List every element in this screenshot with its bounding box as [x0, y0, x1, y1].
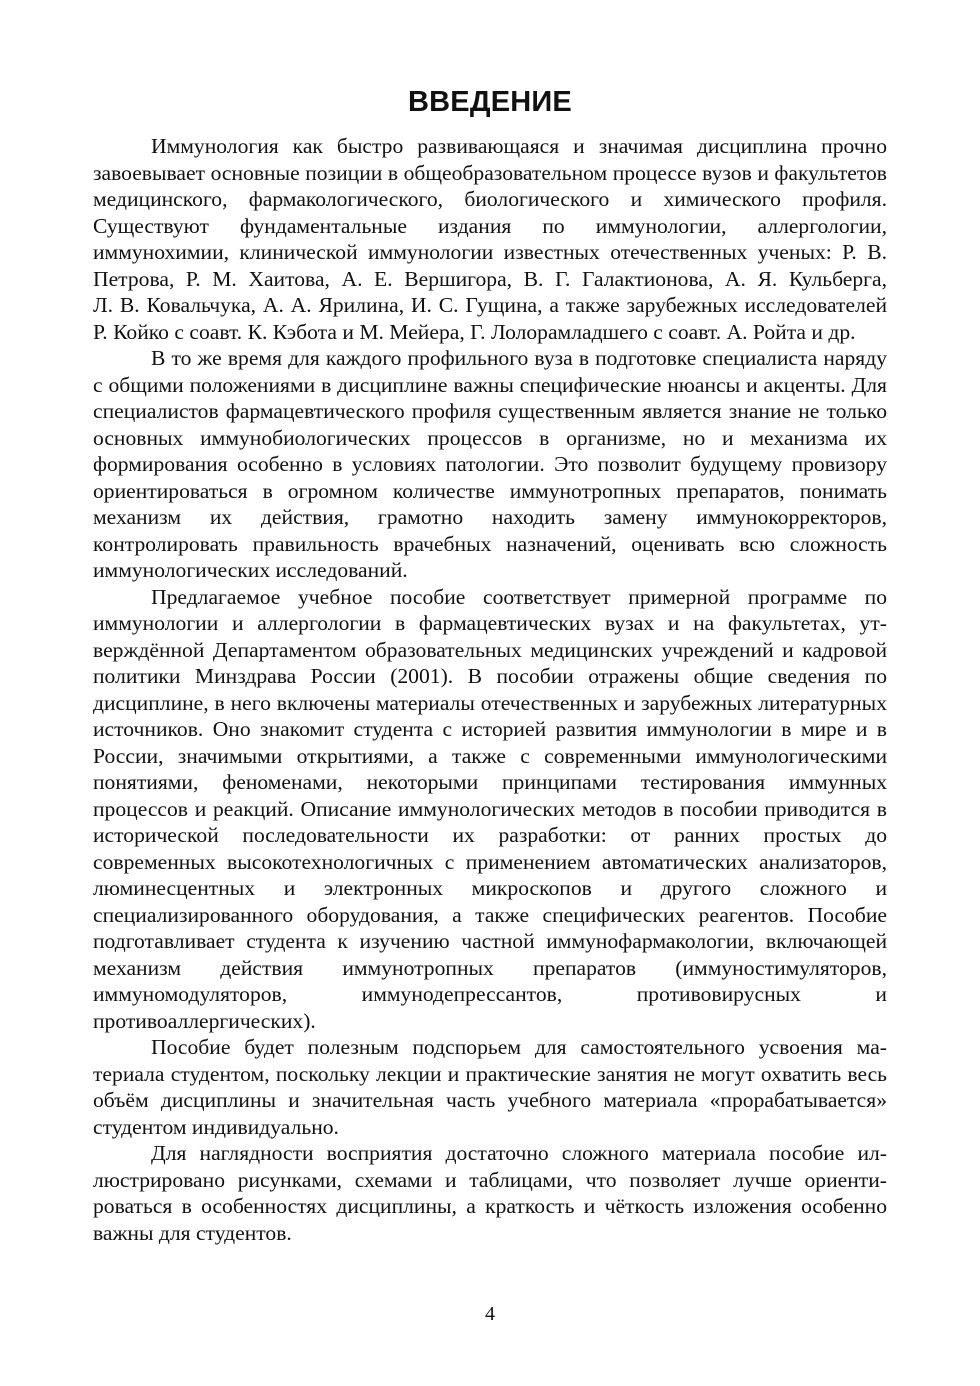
paragraph-4: Пособие будет полезным подспорьем для самостоятельного усвоения материала студентом, поскольку лекции и практические занятия не могут охватить весь объём дисциплины и значительная часть учебного материала «прорабатывается» студентом индивидуально.	[93, 1035, 887, 1139]
page-title: ВВЕДЕНИЕ	[408, 86, 572, 118]
page-body	[93, 86, 887, 1246]
paragraph-2: В то же время для каждого профильного вуза в подготовке специалиста наряду с общими положениями в дисциплине важны специфические нюансы и акценты. Для специалистов фармацевтического профиля существенным является знание не только основных иммунобиологических процессов в организме, но и механизма их формирования особенно в условиях патологии. Это позволит будущему провизору ориентироваться в огромном количестве иммунотропных препаратов, понимать механизм их действия, грамотно находить замену иммунокорректоров, контролировать правильность врачебных назначений, оценивать всю сложность иммунологических исследований.	[93, 346, 887, 582]
paragraph-5: Для наглядности восприятия достаточно сложного материала пособие иллюстрировано рисунками, схемами и таблицами, что позволяет лучше ориентироваться в особенностях дисциплины, а краткость и чёткость изложения особенно важны для студентов.	[93, 1141, 887, 1245]
page-number: 4	[485, 1303, 495, 1325]
paragraph-1: Иммунология как быстро развивающаяся и значимая дисциплина прочно завоевывает основные позиции в общеобразовательном процессе вузов и факультетов медицинского, фармакологического, биологического и химического профиля. Существуют фундаментальные издания по иммунологии, аллергологии, иммунохимии, клинической иммунологии известных отечественных ученых: Р. В. Петрова, Р. М. Хаитова, А. Е. Вершигора, В. Г. Галактионова, А. Я. Кульберга, Л. В. Ковальчука, А. А. Ярилина, И. С. Гущина, а также зарубежных исследователей Р. Койко с соавт. К. Кэбота и М. Мейера, Г. Лолорамладшего с соавт. А. Ройта и др.	[93, 134, 887, 344]
paragraph-3: Предлагаемое учебное пособие соответствует примерной программе по иммунологии и аллергологии в фармацевтических вузах и на факультетах, утверждённой Департаментом образовательных медицинских учреждений и кадровой политики Минздрава России (2001). В пособии отражены общие сведения по дисциплине, в него включены материалы отечественных и зарубежных литературных источников. Оно знакомит студента с историей развития иммунологии в мире и в России, значимыми открытиями, а также с современными иммунологическими понятиями, феноменами, некоторыми принципами тестирования иммунных процессов и реакций. Описание иммунологических методов в пособии приводится в исторической последовательности их разработки: от ранних простых до современных высокотехнологичных с применением автоматических анализаторов, люминесцентных и электронных микроскопов и другого сложного и специализированного оборудования, а также специфических реагентов. Пособие подготавливает студента к изучению частной иммунофармакологии, включающей механизм действия иммунотропных препаратов (иммуностимуляторов, иммуномодуляторов, иммунодепрессантов, противовирусных и противоаллергических).	[93, 584, 887, 1033]
